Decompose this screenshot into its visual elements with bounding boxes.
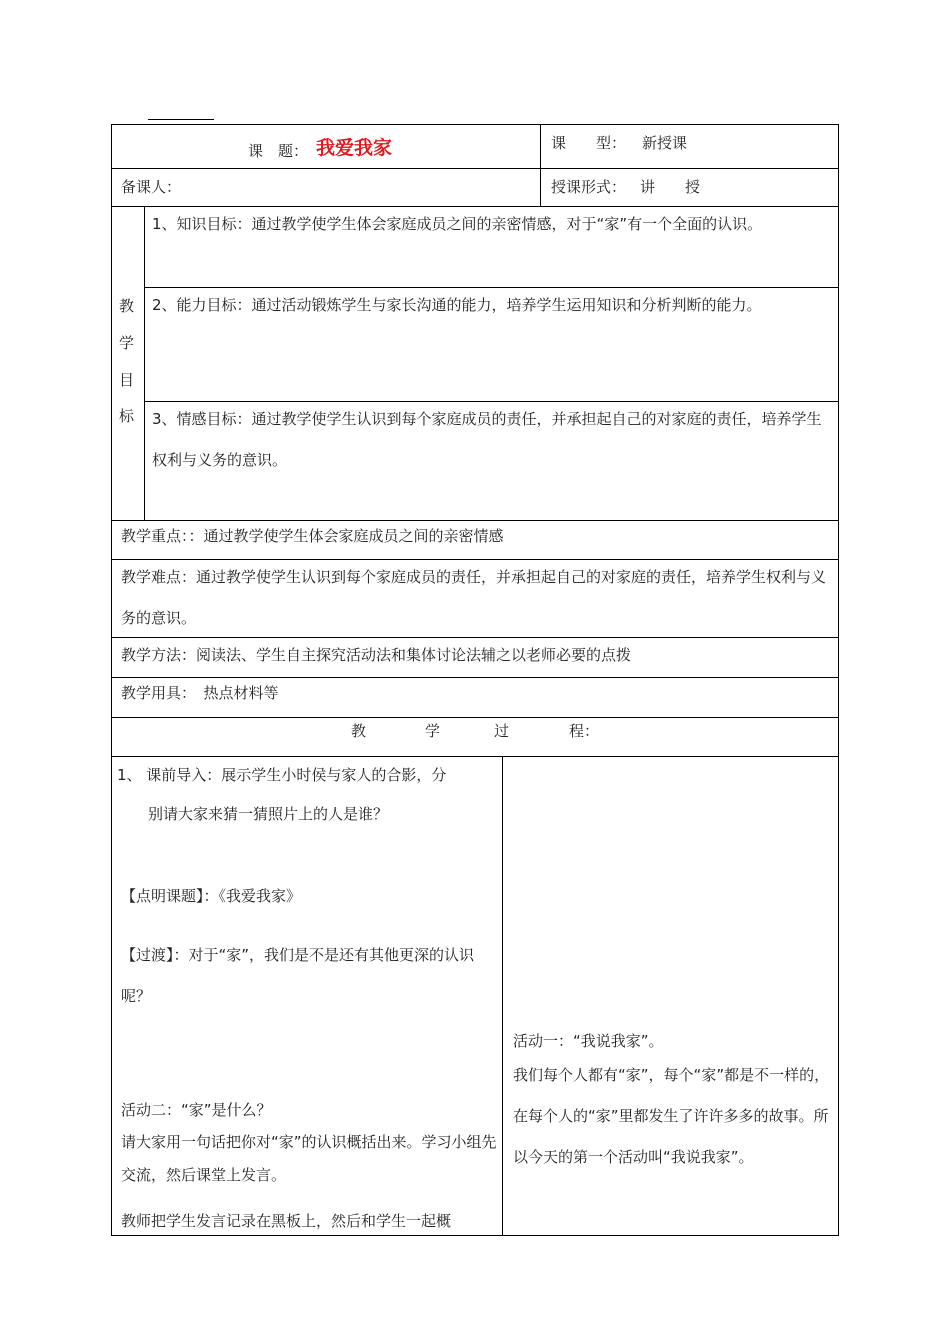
preparer-label: 备课人： (121, 178, 182, 196)
activity2-body: 请大家用一句话把你对“家”的认识概括出来。学习小组先交流，然后课堂上发言。 (121, 1133, 497, 1184)
type-label: 课 型： (551, 134, 627, 152)
process-heading-2: 学 (425, 722, 441, 740)
key-point: 教学重点：：通过教学使学生体会家庭成员之间的亲密情感 (121, 527, 504, 545)
objectives-side-label-1: 教 (119, 297, 135, 315)
activity2-title: 活动二：“家”是什么？ (121, 1101, 272, 1119)
difficulty: 教学难点：通过教学使学生认识到每个家庭成员的责任，并承担起自己的对家庭的责任，培养学生权利与义务的意识。 (121, 568, 827, 627)
objective-knowledge: 1、知识目标：通过教学使学生体会家庭成员之间的亲密情感，对于“家”有一个全面的认识。 (152, 215, 763, 233)
form-label: 授课形式： (551, 178, 627, 196)
objectives-side-label-2: 学 (119, 334, 135, 352)
process-heading-3: 过 (494, 722, 510, 740)
activity1-title: 活动一：“我说我家”。 (513, 1032, 664, 1050)
teacher-note: 教师把学生发言记录在黑板上，然后和学生一起概 (121, 1212, 452, 1230)
topic-label: 课 题： (248, 142, 309, 160)
activity1-body: 我们每个人都有“家”，每个“家”都是不一样的，在每个人的“家”里都发生了许许多多的故事。所以今天的第一个活动叫“我说我家”。 (513, 1066, 830, 1166)
objective-ability: 2、能力目标：通过活动锻炼学生与家长沟通的能力，培养学生运用知识和分析判断的能力。 (152, 296, 762, 314)
method: 教学方法：阅读法、学生自主探究活动法和集体讨论法辅之以老师必要的点拨 (121, 646, 632, 664)
lesson-title: 我爱我家 (316, 137, 393, 159)
process-heading-1: 教 (351, 722, 367, 740)
form-value: 讲 授 (640, 178, 701, 196)
intro-line: 1、 课前导入：展示学生小时侯与家人的合影，分 (117, 766, 447, 784)
type-value: 新授课 (642, 134, 688, 152)
topic-statement: 【点明课题】：《我爱我家》 (121, 887, 302, 905)
process-heading-4: 程： (569, 722, 600, 740)
objective-emotion: 3、情感目标：通过教学使学生认识到每个家庭成员的责任，并承担起自己的对家庭的责任，培养学生权利与义务的意识。 (152, 410, 822, 469)
header-rule (148, 119, 214, 120)
intro-line-cont: 别请大家来猜一猜照片上的人是谁？ (148, 805, 389, 823)
objectives-side-label-4: 标 (119, 407, 135, 425)
transition: 【过渡】：对于“家”，我们是不是还有其他更深的认识呢？ (121, 946, 475, 1005)
tools: 教学用具： 热点材料等 (121, 684, 279, 702)
objectives-side-label-3: 目 (119, 371, 135, 389)
